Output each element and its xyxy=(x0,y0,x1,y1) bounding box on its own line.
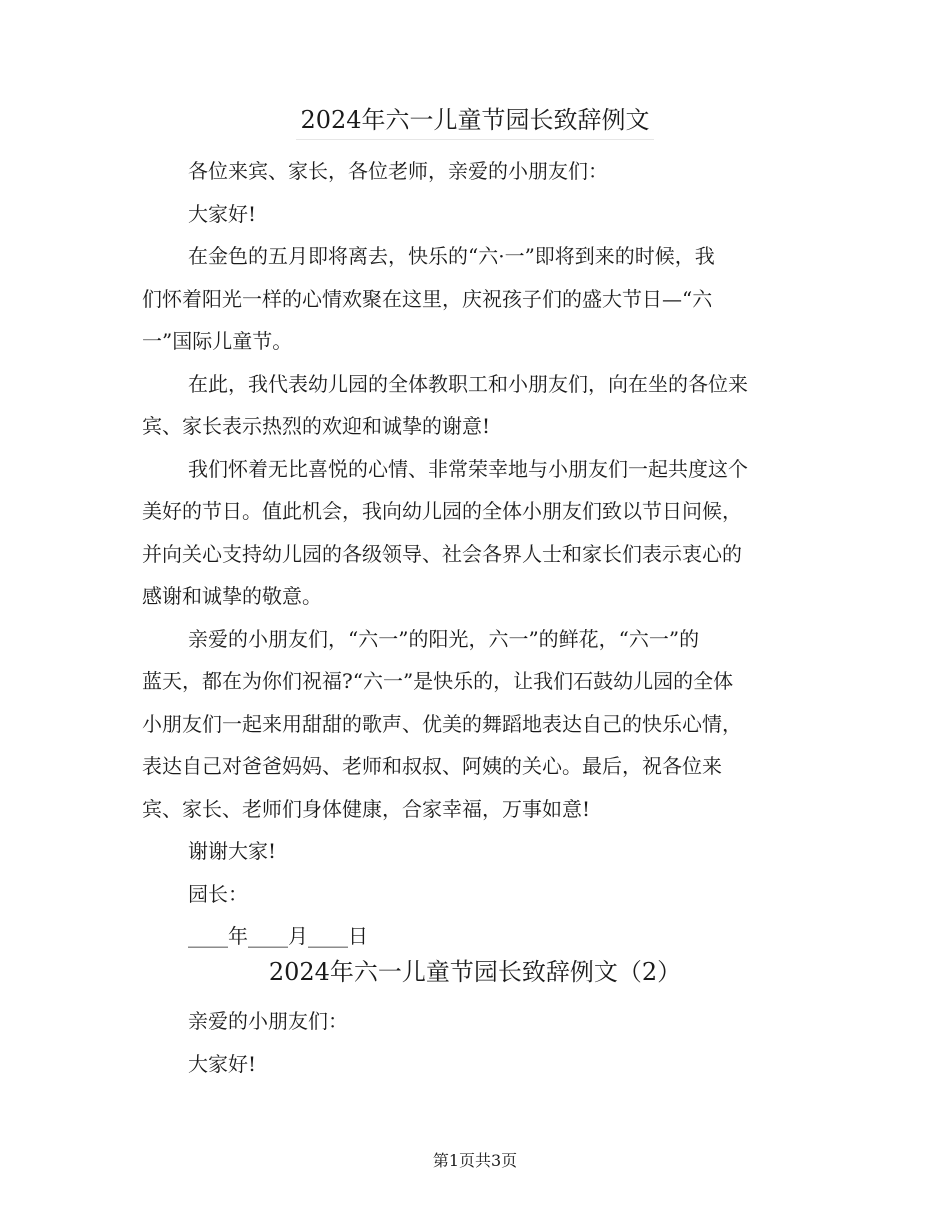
paragraph-4-line-1: 亲爱的小朋友们，“六一”的阳光，六一”的鲜花，“六一”的 xyxy=(188,626,700,651)
document-title xyxy=(0,105,950,140)
paragraph-3-line-4: 感谢和诚挚的敬意。 xyxy=(142,584,322,608)
paragraph-1-line-2: 们怀着阳光一样的心情欢聚在这里，庆祝孩子们的盛大节日—“六 xyxy=(142,286,713,311)
page-number: 第1页共3页 xyxy=(432,1151,518,1170)
signer-line: 园长： xyxy=(188,881,248,906)
second-greeting: 大家好! xyxy=(188,1051,257,1076)
paragraph-4-line-4: 表达自己对爸爸妈妈、老师和叔叔、阿姨的关心。最后，祝各位来 xyxy=(142,754,722,778)
paragraph-2-line-2: 宾、家长表示热烈的欢迎和诚挚的谢意! xyxy=(142,414,491,438)
second-document-body xyxy=(142,1000,808,1085)
paragraph-3-line-3: 并向关心支持幼儿园的各级领导、社会各界人士和家长们表示衷心的 xyxy=(142,541,742,566)
document-title-text: 2024年六一儿童节园长致辞例文 xyxy=(296,105,653,140)
salutation: 各位来宾、家长，各位老师，亲爱的小朋友们： xyxy=(188,159,608,183)
paragraph-4-line-2: 蓝天，都在为你们祝福?“六一”是快乐的，让我们石鼓幼儿园的全体 xyxy=(142,669,734,693)
thanks-line: 谢谢大家! xyxy=(188,839,277,863)
second-salutation: 亲爱的小朋友们： xyxy=(188,1009,348,1033)
paragraph-2-line-1: 在此，我代表幼儿园的全体教职工和小朋友们，向在坐的各位来 xyxy=(188,371,748,396)
document-body xyxy=(142,150,808,958)
paragraph-4-line-5: 宾、家长、老师们身体健康，合家幸福，万事如意! xyxy=(142,796,591,821)
date-line: ____年____月____日 xyxy=(188,924,368,948)
paragraph-1-line-3: 一”国际儿童节。 xyxy=(142,329,293,353)
paragraph-3-line-2: 美好的节日。值此机会，我向幼儿园的全体小朋友们致以节日问候， xyxy=(142,499,742,523)
second-document-title: 2024年六一儿童节园长致辞例文（2） xyxy=(268,958,682,986)
paragraph-4-line-3: 小朋友们一起来用甜甜的歌声、优美的舞蹈地表达自己的快乐心情， xyxy=(142,711,742,736)
paragraph-1-line-1: 在金色的五月即将离去，快乐的“六·一”即将到来的时候，我 xyxy=(188,244,715,268)
paragraph-3-line-1: 我们怀着无比喜悦的心情、非常荣幸地与小朋友们一起共度这个 xyxy=(188,456,748,481)
greeting: 大家好! xyxy=(188,201,257,226)
